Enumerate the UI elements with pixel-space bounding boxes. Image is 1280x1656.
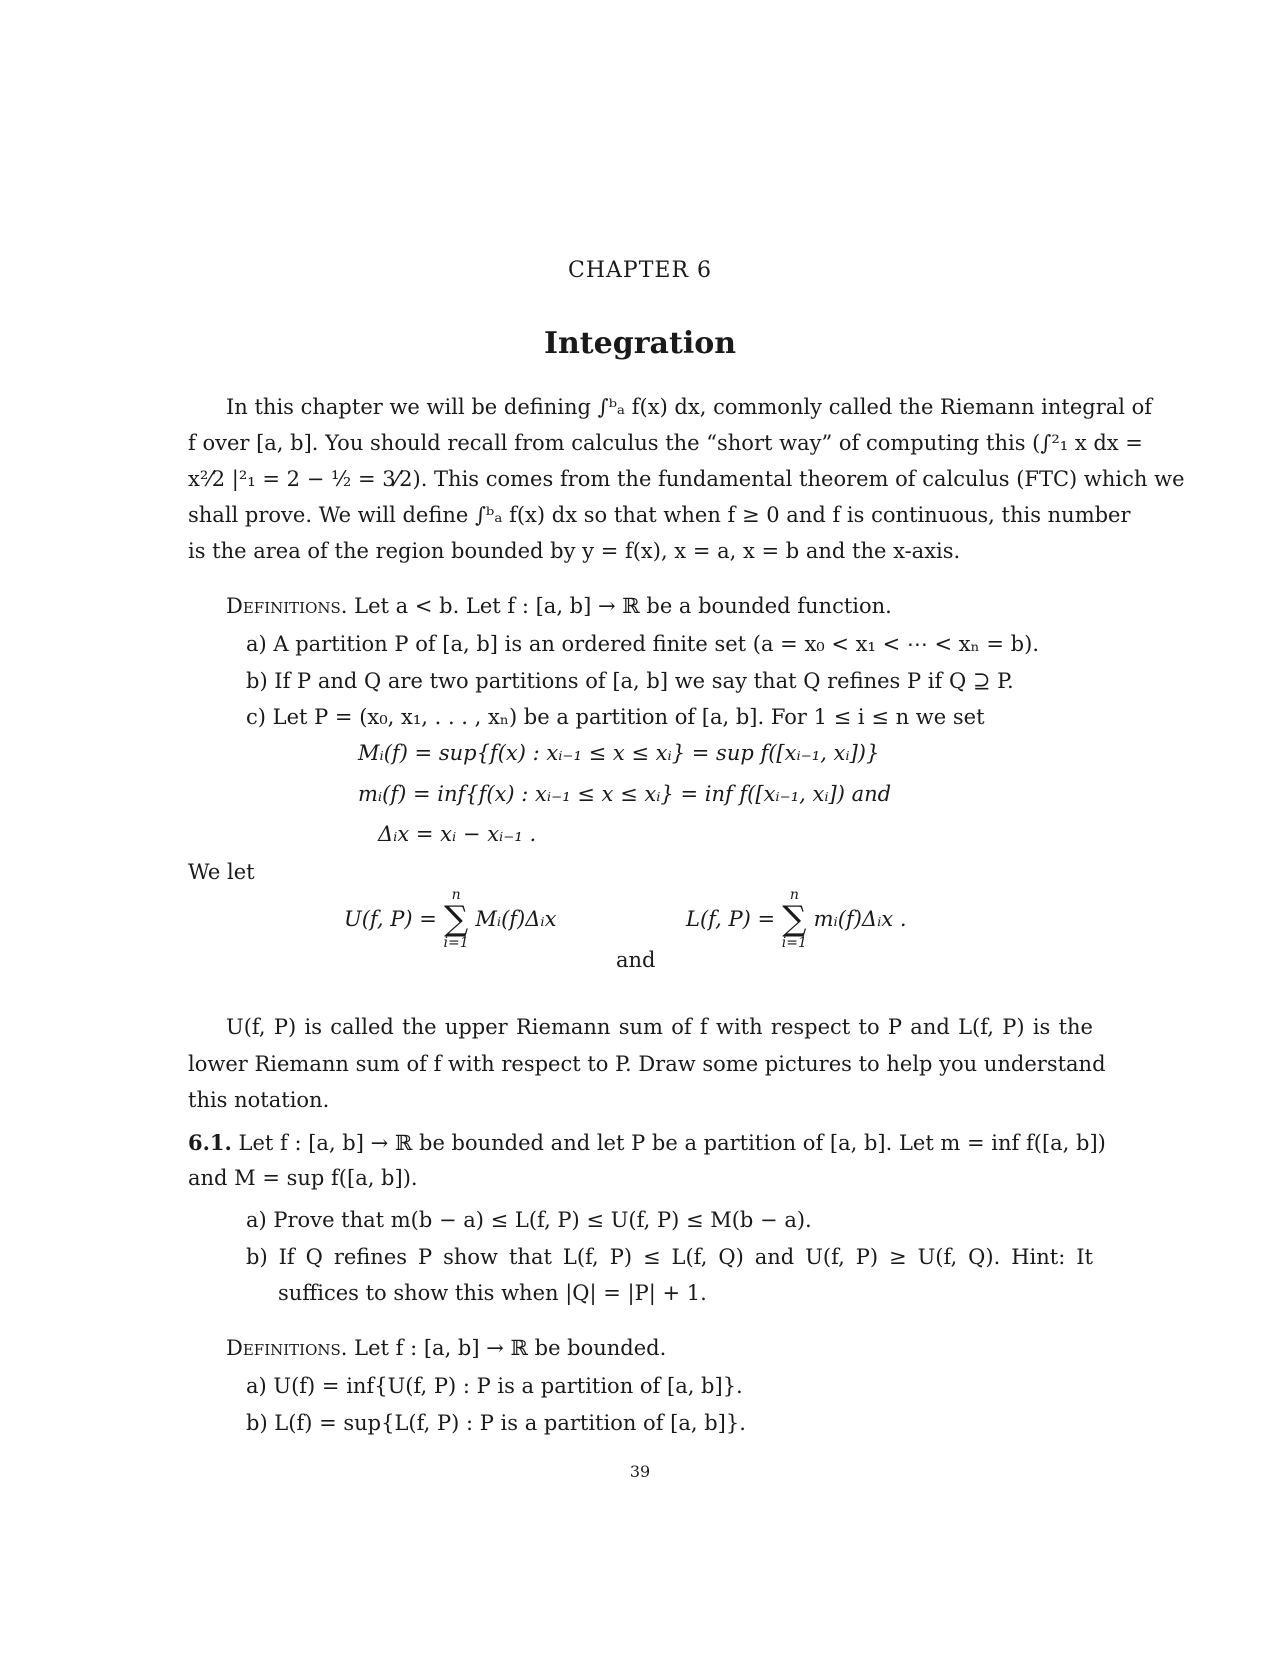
exercise-text-1: Let f : [a, b] → ℝ be bounded and let P be a partition of [a, b]. Let m = inf f([a, b])	[238, 1131, 1106, 1155]
and-connector: and	[616, 948, 656, 972]
exercise-line-2: and M = sup f([a, b]).	[188, 1166, 418, 1190]
upper-sigma-symbol: ∑	[443, 899, 469, 939]
intro-line-5: is the area of the region bounded by y = f(x), x = a, x = b and the x-axis.	[188, 539, 961, 563]
definitions-1-lead: Let a < b. Let f : [a, b] → ℝ be a bounded function.	[354, 594, 892, 618]
intro-line-2: f over [a, b]. You should recall from calculus the “short way” of computing this (∫²₁ x dx =	[188, 431, 1143, 455]
definition-lower-integral: b) L(f) = sup{L(f, P) : P is a partition of [a, b]}.	[246, 1411, 746, 1435]
exercise-number: 6.1.	[188, 1130, 232, 1155]
exercise-item-b-line-1: b) If Q refines P show that L(f, P) ≤ L(f, Q) and U(f, P) ≥ U(f, Q). Hint: It	[246, 1245, 1093, 1269]
definitions-2-heading: Definitions.	[226, 1336, 348, 1360]
we-let-text: We let	[188, 860, 255, 884]
definition-item-a: a) A partition P of [a, b] is an ordered finite set (a = x₀ < x₁ < ⋯ < xₙ = b).	[246, 632, 1039, 656]
definition-item-c: c) Let P = (x₀, x₁, . . . , xₙ) be a partition of [a, b]. For 1 ≤ i ≤ n we set	[246, 705, 985, 729]
lower-sum-top-limit: n	[789, 887, 799, 903]
riemann-line-1: U(f, P) is called the upper Riemann sum of f with respect to P and L(f, P) is the	[226, 1015, 1093, 1039]
chapter-label: CHAPTER 6	[568, 258, 712, 283]
exercise-item-a: a) Prove that m(b − a) ≤ L(f, P) ≤ U(f, P) ≤ M(b − a).	[246, 1208, 812, 1232]
definition-item-b: b) If P and Q are two partitions of [a, b] we say that Q refines P if Q ⊇ P.	[246, 669, 1014, 693]
page-number: 39	[629, 1462, 651, 1481]
definitions-2-lead-line	[226, 1336, 666, 1360]
definitions-1-lead-line	[226, 594, 892, 618]
upper-sum-sigma	[444, 888, 469, 950]
riemann-line-2: lower Riemann sum of f with respect to P. Draw some pictures to help you understand	[188, 1052, 1106, 1076]
exercise-item-b-line-2: suffices to show this when |Q| = |P| + 1.	[278, 1281, 707, 1305]
lower-sum-sigma	[782, 888, 807, 950]
lower-sum-equation	[686, 888, 907, 950]
upper-sum-bottom-limit: i=1	[443, 935, 469, 951]
exercise-line-1	[188, 1130, 1106, 1155]
equation-lower-inf: mᵢ(f) = inf{f(x) : xᵢ₋₁ ≤ x ≤ xᵢ} = inf f([xᵢ₋₁, xᵢ]) and	[358, 782, 892, 806]
lower-sum-rhs: mᵢ(f)Δᵢx .	[813, 907, 907, 931]
equation-delta-x: Δᵢx = xᵢ − xᵢ₋₁ .	[378, 822, 537, 846]
lower-sum-lhs: L(f, P) =	[686, 907, 776, 931]
equation-upper-sup: Mᵢ(f) = sup{f(x) : xᵢ₋₁ ≤ x ≤ xᵢ} = sup f([xᵢ₋₁, xᵢ])}	[358, 741, 880, 765]
lower-sum-bottom-limit: i=1	[781, 935, 807, 951]
intro-line-3: x²⁄2 |²₁ = 2 − ½ = 3⁄2). This comes from the fundamental theorem of calculus (FTC) which we	[188, 467, 1185, 491]
upper-sum-lhs: U(f, P) =	[344, 907, 437, 931]
definition-upper-integral: a) U(f) = inf{U(f, P) : P is a partition of [a, b]}.	[246, 1374, 743, 1398]
definitions-1-heading: Definitions.	[226, 594, 348, 618]
riemann-line-3: this notation.	[188, 1088, 330, 1112]
upper-sum-rhs: Mᵢ(f)Δᵢx	[475, 907, 557, 931]
upper-sum-top-limit: n	[451, 887, 461, 903]
chapter-title: Integration	[543, 326, 737, 361]
definitions-2-lead: Let f : [a, b] → ℝ be bounded.	[354, 1336, 667, 1360]
upper-sum-equation	[344, 888, 556, 950]
lower-sigma-symbol: ∑	[782, 899, 807, 939]
intro-line-4: shall prove. We will define ∫ᵇₐ f(x) dx so that when f ≥ 0 and f is continuous, this number	[188, 503, 1131, 527]
intro-line-1: In this chapter we will be defining ∫ᵇₐ f(x) dx, commonly called the Riemann integral of	[226, 395, 1153, 419]
